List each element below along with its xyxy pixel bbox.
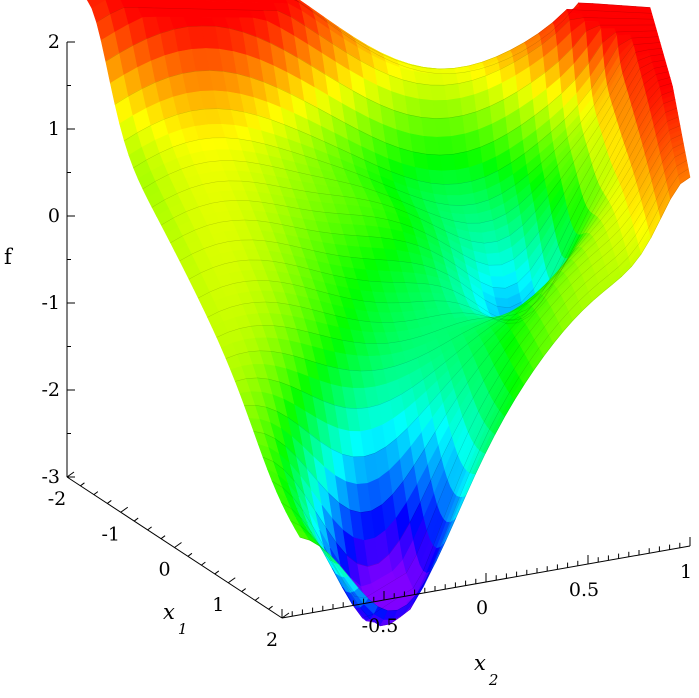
x1-axis-title: [163, 600, 187, 638]
x1-major-tick: [121, 507, 128, 512]
surface-cell: [598, 18, 613, 22]
x1-minor-tick: [201, 562, 205, 565]
x2-tick-label: 1: [679, 561, 693, 583]
surface-cell: [433, 100, 449, 118]
x1-tick-label: 2: [265, 629, 279, 651]
z-axis-ticks: [41, 31, 75, 488]
surface-cell: [467, 223, 482, 233]
x2-axis-title: [474, 651, 498, 689]
surface-cell: [482, 230, 497, 243]
surface-cell: [454, 152, 470, 171]
surface-cell: [582, 14, 597, 18]
x1-minor-tick: [269, 606, 273, 609]
surface-cell: [451, 134, 467, 154]
z-tick-label: -2: [41, 379, 60, 401]
x1-major-tick: [67, 472, 74, 477]
x1-axis-title-sub: 1: [177, 620, 188, 638]
surface-cell: [613, 22, 628, 25]
surface-cell: [487, 253, 502, 265]
surface-cell: [440, 154, 456, 171]
surface-cell: [442, 170, 458, 184]
surface-cell: [627, 22, 642, 25]
surface-cell: [438, 136, 454, 155]
x1-minor-tick: [134, 518, 138, 521]
surface-cell: [599, 22, 614, 26]
x2-tick-label: 0.5: [568, 579, 600, 601]
x1-axis-title-main: x: [163, 600, 175, 624]
surface-cell: [445, 84, 461, 101]
surface-cell: [612, 18, 627, 22]
surface-cell: [447, 195, 463, 205]
x1-major-tick: [175, 543, 182, 548]
x1-minor-tick: [107, 500, 111, 503]
x1-major-tick: [228, 578, 235, 583]
x1-tick-label: 1: [212, 593, 225, 616]
x1-minor-tick: [255, 597, 259, 600]
surface-cell: [456, 167, 472, 183]
surface-cell: [442, 73, 458, 85]
x2-tick-label: -0.5: [361, 615, 399, 637]
surface-cell: [447, 98, 463, 118]
x1-tick-label: -2: [47, 488, 67, 510]
surface-cell: [600, 25, 615, 29]
surface-cell: [484, 241, 499, 254]
surface-mesh: [78, 0, 693, 626]
x1-minor-tick: [80, 483, 84, 486]
surface-cell: [584, 18, 599, 22]
x2-axis-title-main: x: [474, 651, 486, 675]
surface-cell: [465, 214, 480, 224]
z-axis-title: f: [4, 245, 12, 269]
z-tick-label: 1: [47, 118, 60, 140]
z-tick-label: 2: [47, 31, 60, 53]
surface-cell: [431, 85, 447, 100]
surface-cell: [491, 277, 506, 289]
surface-cell: [614, 25, 629, 28]
surface-cell: [489, 265, 504, 277]
x1-axis-ticks: [48, 472, 289, 651]
x1-minor-tick: [94, 492, 98, 495]
x1-minor-tick: [215, 571, 219, 574]
surface-cell: [628, 25, 643, 28]
surface-cell: [460, 193, 475, 205]
x1-tick-label: 0: [158, 558, 171, 581]
x1-minor-tick: [242, 589, 246, 592]
x1-tick-label: -1: [101, 523, 121, 546]
surface-cell: [428, 74, 444, 85]
surface-cell: [640, 22, 655, 25]
x1-minor-tick: [148, 527, 152, 530]
z-tick-label: 0: [47, 205, 60, 227]
x1-minor-tick: [161, 536, 165, 539]
surface-cell: [435, 118, 451, 137]
surface-cell: [445, 184, 461, 196]
z-tick-label: -1: [41, 292, 60, 314]
x1-minor-tick: [188, 553, 192, 556]
x2-axis-title-sub: 2: [488, 671, 499, 689]
x2-tick-label: 0: [475, 597, 489, 619]
z-tick-label: -3: [41, 466, 60, 488]
surface-cell: [449, 116, 465, 137]
